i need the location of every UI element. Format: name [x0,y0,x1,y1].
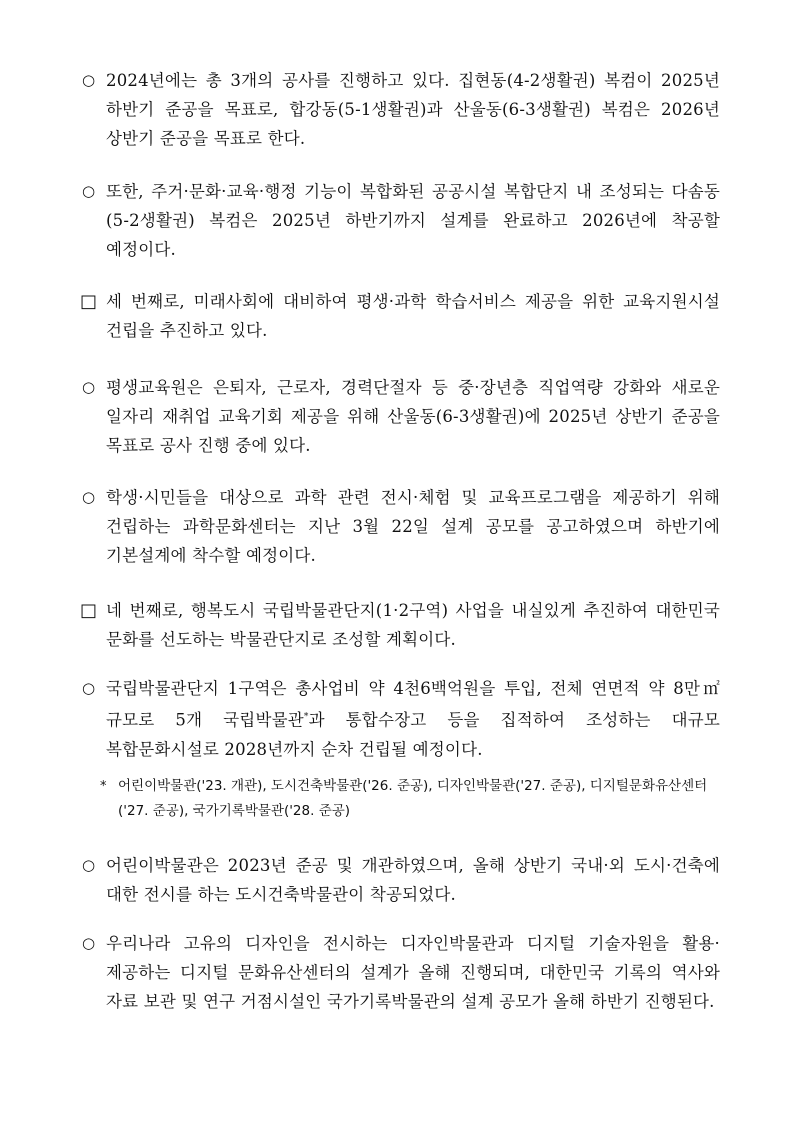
footnote-ref: * [303,712,309,722]
paragraph-text: 네 번째로, 행복도시 국립박물관단지(1·2구역) 사업을 내실있게 추진하여 대한민국 문화를 선도하는 박물관단지로 조성할 계획이다. [106,601,720,649]
square-bullet-icon: □ [80,291,98,312]
paragraph-1 [80,66,720,153]
paragraph-text: 평생교육원은 은퇴자, 근로자, 경력단절자 등 중·장년층 직업역량 강화와 새로운 일자리 재취업 교육기회 제공을 위해 산울동(6-3생활권)에 2025년 상반기 준공을 목표로 공사 진행 중에 있다. [106,378,720,455]
circle-bullet-icon: ○ [82,679,96,697]
paragraph-5 [80,483,720,570]
circle-bullet-icon: ○ [82,378,96,396]
paragraph-text [106,674,720,764]
paragraph-text: 또한, 주거·문화·교육·행정 기능이 복합화된 공공시설 복합단지 내 조성되는 다솜동(5-2생활권) 복컴은 2025년 하반기까지 설계를 완료하고 2026년에 착공할 예정이다. [106,182,720,259]
paragraph-text: 2024년에는 총 3개의 공사를 진행하고 있다. 집현동(4-2생활권) 복컴이 2025년 하반기 준공을 목표로, 합강동(5-1생활권)과 산울동(6-3생활권) 복컴은 2026년 상반기 준공을 목표로 한다. [106,71,720,148]
paragraph-8 [80,851,720,909]
paragraph-text-part: 과 통합수장고 등을 집적하여 조성하는 대규모 복합문화시설로 2028년까지 순차 건립될 예정이다. [106,710,720,759]
paragraph-7 [80,674,720,764]
section-heading-3 [80,287,720,345]
paragraph-text-part: 국립박물관단지 1구역은 총사업비 약 4천6백억원을 투입, 전체 연면적 약 8만㎡ 규모로 5개 국립박물관 [106,679,720,730]
square-bullet-icon: □ [80,600,98,621]
footnote [100,774,725,824]
paragraph-text: 어린이박물관은 2023년 준공 및 개관하였으며, 올해 상반기 국내·외 도시·건축에 대한 전시를 하는 도시건축박물관이 착공되었다. [106,856,720,904]
circle-bullet-icon: ○ [82,71,96,89]
section-heading-4 [80,596,720,654]
circle-bullet-icon: ○ [82,856,96,874]
circle-bullet-icon: ○ [82,934,96,952]
circle-bullet-icon: ○ [82,182,96,200]
footnote-text: 어린이박물관('23. 개관), 도시건축박물관('26. 준공), 디자인박물관('27. 준공), 디지털문화유산센터('27. 준공), 국가기록박물관('28. 준공) [118,778,708,819]
paragraph-2 [80,177,720,264]
paragraph-text: 우리나라 고유의 디자인을 전시하는 디자인박물관과 디지털 기술자원을 활용·제공하는 디지털 문화유산센터의 설계가 올해 진행되며, 대한민국 기록의 역사와 자료 보관 및 연구 거점시설인 국가기록박물관의 설계 공모가 올해 하반기 진행된다. [106,934,720,1011]
paragraph-text: 학생·시민들을 대상으로 과학 관련 전시·체험 및 교육프로그램을 제공하기 위해 건립하는 과학문화센터는 지난 3월 22일 설계 공모를 공고하였으며 하반기에 기본설계에 착수할 예정이다. [106,488,720,565]
circle-bullet-icon: ○ [82,488,96,506]
paragraph-4 [80,373,720,460]
paragraph-text: 세 번째로, 미래사회에 대비하여 평생·과학 학습서비스 제공을 위한 교육지원시설 건립을 추진하고 있다. [106,292,720,340]
asterisk-icon: * [100,779,107,794]
paragraph-9 [80,929,720,1016]
